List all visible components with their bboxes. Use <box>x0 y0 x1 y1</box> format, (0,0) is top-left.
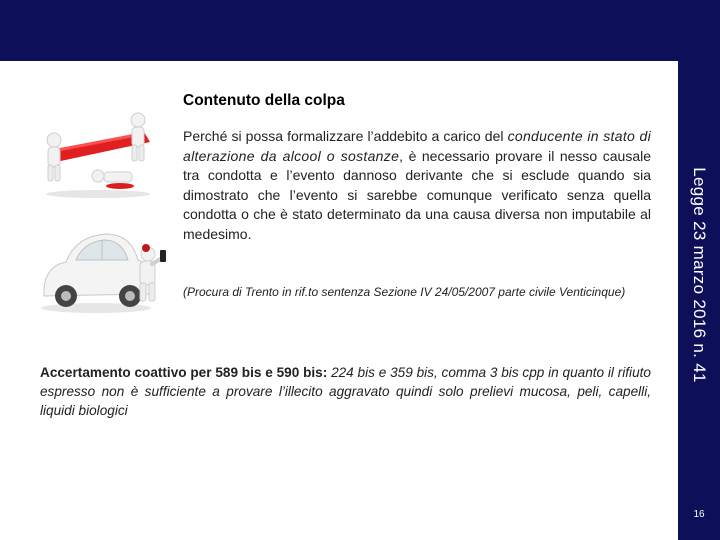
main-paragraph-emphasis: conducente in stato di alterazione da alcool o sostanze <box>183 128 651 164</box>
car-accident-illustration <box>36 218 176 318</box>
page-number: 16 <box>693 509 705 520</box>
sidebar-title: Legge 23 marzo 2016 n. 41 <box>690 167 709 383</box>
stretcher-rescue-illustration <box>38 110 158 200</box>
header-bar <box>0 0 720 61</box>
assessment-note-body: 224 bis e 359 bis, comma 3 bis cpp in quanto il rifiuto espresso non è sufficiente a provare l’illecito aggravato quindi solo prelievi mucosa, peli, capelli, liquidi biologici <box>40 365 651 418</box>
main-paragraph-rest: , è necessario provare il nesso causale tra condotta e l’evento dannoso derivante che si esclude quando sia dimostrato che l’evento si sarebbe comunque verificato senza quella condotta o che è stato determinato da una causa diversa non imputabile al medesimo. <box>183 147 651 242</box>
reference-note: (Procura di Trento in rif.to sentenza Sezione IV 24/05/2007 parte civile Venticinque) <box>183 285 626 299</box>
assessment-note-heading: Accertamento coattivo per 589 bis e 590 bis: <box>40 365 328 380</box>
slide-title: Contenuto della colpa <box>183 92 345 109</box>
main-paragraph <box>183 127 651 244</box>
assessment-note <box>40 363 651 420</box>
main-paragraph-intro: Perché si possa formalizzare l’addebito a carico del <box>183 128 508 144</box>
